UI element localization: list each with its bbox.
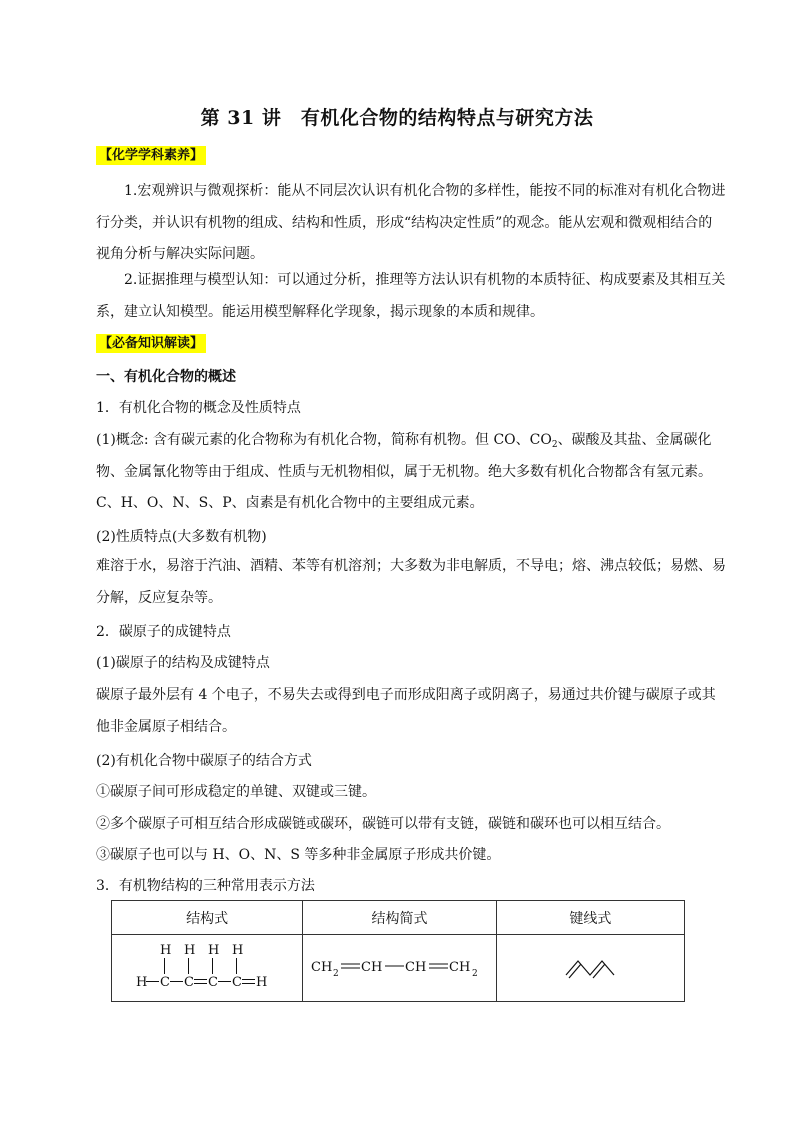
section-tag-knowledge: 【必备知识解读】 bbox=[96, 334, 206, 353]
concept-text-b: 、碳酸及其盐、金属碳化物、金属氰化物等由于组成、性质与无机物相似，属于无机物。绝大多数有机化合物都含有氢元素。C、H、O、N、S、P、卤素是有机化合物中的主要组成元素。 bbox=[96, 432, 712, 511]
concept-paragraph bbox=[96, 425, 726, 520]
skeletal-formula bbox=[560, 951, 620, 981]
formula-subscript: 2 bbox=[472, 969, 479, 979]
combination-item-2: ②多个碳原子可相互结合形成碳链或碳环，碳链可以带有支链，碳链和碳环也可以相互结合。 bbox=[96, 816, 670, 832]
properties-paragraph: 难溶于水，易溶于汽油、酒精、苯等有机溶剂；大多数为非电解质，不导电；熔、沸点较低；易燃、易分解，反应复杂等。 bbox=[96, 558, 726, 606]
skeletal-formula-cell bbox=[496, 935, 684, 1002]
condensed-formula bbox=[309, 951, 489, 981]
heading-carbon-combination: (2)有机化合物中碳原子的结合方式 bbox=[96, 753, 312, 769]
heading-overview: 一、有机化合物的概述 bbox=[96, 369, 236, 385]
formula-h-top: H bbox=[232, 943, 244, 958]
skeletal-double-bond bbox=[593, 964, 605, 978]
condensed-formula-cell bbox=[303, 935, 497, 1002]
formula-h-top: H bbox=[184, 943, 196, 958]
formula-ch: CH bbox=[405, 960, 427, 975]
skeletal-double-bond bbox=[569, 964, 581, 978]
representation-table bbox=[111, 900, 685, 1002]
page-title: 第 31 讲 有机化合物的结构特点与研究方法 bbox=[200, 107, 594, 129]
heading-representation: 3．有机物结构的三种常用表示方法 bbox=[96, 878, 315, 894]
carbon-structure-paragraph: 碳原子最外层有 4 个电子，不易失去或得到电子而形成阳离子或阴离子，易通过共价键与碳原子或其他非金属原子相结合。 bbox=[96, 687, 716, 735]
formula-h-top: H bbox=[160, 943, 172, 958]
co2-subscript: 2 bbox=[551, 440, 558, 450]
section-tag-literacy: 【化学学科素养】 bbox=[96, 146, 206, 165]
table-header: 键线式 bbox=[496, 901, 684, 935]
table-row bbox=[112, 935, 685, 1002]
structural-formula bbox=[132, 938, 282, 994]
table-header-row bbox=[112, 901, 685, 935]
formula-c: C bbox=[184, 975, 195, 990]
formula-c: C bbox=[208, 975, 219, 990]
formula-h-right: H bbox=[256, 975, 268, 990]
formula-h-top: H bbox=[208, 943, 220, 958]
structural-formula-cell bbox=[112, 935, 303, 1002]
literacy-paragraph-1: 1.宏观辨识与微观探析：能从不同层次认识有机化合物的多样性，能按不同的标准对有机化合物进行分类，并认识有机物的组成、结构和性质，形成“结构决定性质”的观念。能从宏观和微观相结合的视角分析与解决实际问题。 bbox=[96, 183, 726, 262]
formula-c: C bbox=[160, 975, 171, 990]
condensed-bonds bbox=[341, 964, 448, 968]
formula-ch2: CH bbox=[449, 960, 471, 975]
table-header: 结构式 bbox=[112, 901, 303, 935]
table-header: 结构简式 bbox=[303, 901, 497, 935]
formula-ch: CH bbox=[361, 960, 383, 975]
heading-carbon-bonding: 2．碳原子的成键特点 bbox=[96, 624, 231, 640]
formula-c: C bbox=[232, 975, 243, 990]
heading-properties: (2)性质特点(大多数有机物) bbox=[96, 529, 267, 545]
formula-ch2: CH bbox=[311, 960, 333, 975]
formula-subscript: 2 bbox=[333, 969, 340, 979]
combination-item-1: ①碳原子间可形成稳定的单键、双键或三键。 bbox=[96, 784, 376, 800]
heading-carbon-structure: (1)碳原子的结构及成键特点 bbox=[96, 655, 270, 671]
concept-text-a: (1)概念: 含有碳元素的化合物称为有机化合物，简称有机物。但 CO、CO bbox=[96, 432, 552, 448]
literacy-paragraph-2: 2.证据推理与模型认知：可以通过分析，推理等方法认识有机物的本质特征、构成要素及其相互关系，建立认知模型。能运用模型解释化学现象，揭示现象的本质和规律。 bbox=[96, 272, 726, 320]
formula-h-left: H bbox=[136, 975, 148, 990]
heading-concept-properties: 1．有机化合物的概念及性质特点 bbox=[96, 400, 301, 416]
combination-item-3: ③碳原子也可以与 H、O、N、S 等多种非金属原子形成共价键。 bbox=[96, 847, 501, 863]
